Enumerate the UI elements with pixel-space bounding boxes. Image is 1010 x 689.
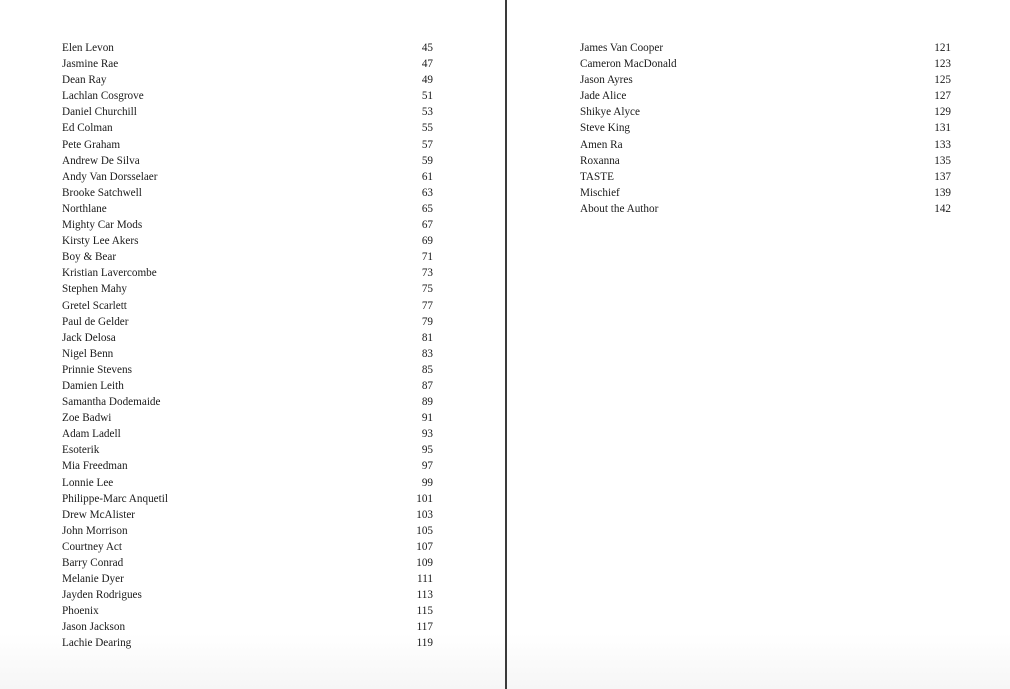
toc-entry-title: Jayden Rodrigues bbox=[62, 589, 142, 602]
toc-entry-page-number: 103 bbox=[416, 508, 433, 521]
toc-entry-title: James Van Cooper bbox=[580, 42, 664, 54]
toc-entry bbox=[62, 185, 433, 201]
toc-entry-page-number: 129 bbox=[934, 106, 951, 119]
toc-entry-title: Brooke Satchwell bbox=[62, 186, 142, 199]
toc-entry-page-number: 131 bbox=[934, 122, 951, 135]
toc-entry bbox=[62, 378, 433, 394]
toc-entry-title: Andy Van Dorsselaer bbox=[62, 170, 158, 183]
toc-entry bbox=[580, 153, 951, 169]
toc-entry-page-number: 83 bbox=[421, 347, 433, 360]
toc-entry-title: Kirsty Lee Akers bbox=[62, 235, 139, 248]
toc-entry-title: Roxanna bbox=[580, 154, 620, 167]
toc-entry-title: Lachlan Cosgrove bbox=[62, 90, 144, 103]
toc-entry bbox=[62, 555, 433, 571]
toc-entry bbox=[62, 281, 433, 297]
toc-entry-title: Steve King bbox=[580, 122, 631, 135]
toc-entry-title: Jason Ayres bbox=[580, 74, 633, 87]
toc-entry bbox=[62, 233, 433, 249]
toc-entry-page-number: 137 bbox=[934, 170, 951, 183]
toc-entry-page-number: 125 bbox=[934, 74, 951, 87]
toc-entry bbox=[62, 507, 433, 523]
toc-entry-page-number: 109 bbox=[416, 557, 433, 569]
toc-entry-title: Lachie Dearing bbox=[62, 637, 132, 650]
toc-entry-page-number: 139 bbox=[934, 186, 951, 199]
toc-entry-page-number: 77 bbox=[421, 299, 433, 312]
toc-entry-title: Kristian Lavercombe bbox=[62, 267, 157, 280]
toc-entry-title: Gretel Scarlett bbox=[62, 299, 127, 312]
toc-entry bbox=[62, 394, 433, 410]
toc-entry-page-number: 123 bbox=[934, 58, 951, 71]
toc-entry-page-number: 111 bbox=[417, 573, 433, 586]
toc-entry bbox=[62, 137, 433, 153]
toc-entry bbox=[62, 249, 433, 265]
toc-entry-title: Cameron MacDonald bbox=[580, 58, 677, 71]
toc-entry bbox=[580, 201, 951, 217]
toc-entry-page-number: 51 bbox=[421, 90, 433, 103]
toc-entry bbox=[62, 56, 433, 72]
toc-entry-title: Melanie Dyer bbox=[62, 573, 124, 586]
toc-entry-page-number: 87 bbox=[421, 379, 433, 392]
toc-entry bbox=[62, 523, 433, 539]
toc-entry-page-number: 135 bbox=[934, 154, 951, 167]
toc-entry-page-number: 113 bbox=[416, 589, 433, 602]
toc-entry bbox=[62, 635, 433, 651]
left-toc-list bbox=[62, 40, 433, 652]
toc-entry-page-number: 79 bbox=[421, 315, 433, 328]
toc-entry-title: Adam Ladell bbox=[62, 428, 121, 441]
toc-entry-title: Jasmine Rae bbox=[62, 58, 119, 71]
toc-entry-title: John Morrison bbox=[62, 524, 128, 537]
toc-entry bbox=[62, 88, 433, 104]
toc-entry-page-number: 49 bbox=[421, 74, 433, 87]
toc-entry bbox=[62, 619, 433, 635]
toc-entry-title: Northlane bbox=[62, 202, 107, 215]
toc-entry-page-number: 119 bbox=[416, 637, 433, 650]
toc-entry bbox=[62, 40, 433, 56]
toc-entry-title: Paul de Gelder bbox=[62, 315, 129, 328]
toc-entry-title: Jason Jackson bbox=[62, 621, 126, 634]
toc-entry bbox=[62, 298, 433, 314]
toc-entry-title: Mia Freedman bbox=[62, 460, 128, 473]
toc-entry bbox=[62, 603, 433, 619]
toc-entry bbox=[62, 426, 433, 442]
toc-entry-page-number: 53 bbox=[421, 106, 433, 119]
toc-entry bbox=[580, 72, 951, 88]
toc-entry-page-number: 115 bbox=[416, 605, 433, 618]
toc-entry-page-number: 57 bbox=[421, 138, 433, 151]
toc-entry bbox=[62, 72, 433, 88]
toc-entry bbox=[580, 185, 951, 201]
toc-entry bbox=[62, 265, 433, 281]
toc-entry bbox=[62, 362, 433, 378]
toc-entry-title: Amen Ra bbox=[580, 138, 623, 151]
toc-entry-page-number: 133 bbox=[934, 138, 951, 151]
toc-entry-title: Esoterik bbox=[62, 444, 100, 457]
toc-entry-page-number: 67 bbox=[421, 219, 433, 232]
toc-entry bbox=[580, 169, 951, 185]
toc-entry-page-number: 81 bbox=[421, 331, 433, 344]
toc-entry-page-number: 73 bbox=[421, 267, 433, 280]
toc-entry-title: Andrew De Silva bbox=[62, 154, 140, 167]
toc-entry-page-number: 127 bbox=[934, 90, 951, 103]
toc-entry bbox=[580, 120, 951, 136]
toc-entry bbox=[62, 475, 433, 491]
toc-entry-title: Barry Conrad bbox=[62, 557, 124, 569]
toc-entry bbox=[62, 410, 433, 426]
toc-entry-page-number: 85 bbox=[421, 363, 433, 376]
toc-entry bbox=[62, 169, 433, 185]
toc-entry-title: Lonnie Lee bbox=[62, 476, 114, 489]
toc-entry-title: Pete Graham bbox=[62, 138, 121, 151]
toc-entry-title: Philippe-Marc Anquetil bbox=[62, 492, 168, 505]
toc-entry-page-number: 59 bbox=[421, 154, 433, 167]
toc-entry-title: Elen Levon bbox=[62, 42, 114, 54]
toc-entry-page-number: 55 bbox=[421, 122, 433, 135]
toc-entry-page-number: 99 bbox=[421, 476, 433, 489]
toc-entry-page-number: 71 bbox=[421, 251, 433, 264]
toc-entry bbox=[580, 104, 951, 120]
toc-entry bbox=[62, 314, 433, 330]
toc-entry-title: Drew McAlister bbox=[62, 508, 136, 521]
toc-entry-page-number: 69 bbox=[421, 235, 433, 248]
toc-entry bbox=[62, 458, 433, 474]
right-page bbox=[507, 0, 1010, 689]
toc-entry-page-number: 107 bbox=[416, 540, 433, 553]
toc-entry-page-number: 142 bbox=[934, 202, 951, 215]
toc-entry-page-number: 45 bbox=[421, 42, 433, 54]
toc-entry-title: Mischief bbox=[580, 186, 620, 199]
toc-entry-title: Prinnie Stevens bbox=[62, 363, 132, 376]
toc-entry-title: Mighty Car Mods bbox=[62, 219, 143, 232]
toc-entry-title: Shikye Alyce bbox=[580, 106, 640, 119]
toc-entry-page-number: 91 bbox=[421, 412, 433, 425]
toc-entry bbox=[580, 137, 951, 153]
toc-entry-page-number: 95 bbox=[421, 444, 433, 457]
toc-entry-title: Damien Leith bbox=[62, 379, 124, 392]
toc-entry bbox=[62, 346, 433, 362]
toc-entry-title: Samantha Dodemaide bbox=[62, 396, 161, 409]
toc-entry-title: Boy & Bear bbox=[62, 251, 117, 264]
toc-entry-title: Dean Ray bbox=[62, 74, 107, 87]
toc-entry bbox=[62, 104, 433, 120]
toc-entry bbox=[580, 40, 951, 56]
toc-entry-page-number: 97 bbox=[421, 460, 433, 473]
toc-entry-page-number: 105 bbox=[416, 524, 433, 537]
toc-entry bbox=[62, 571, 433, 587]
toc-entry-page-number: 63 bbox=[421, 186, 433, 199]
toc-entry bbox=[62, 153, 433, 169]
toc-entry-title: About the Author bbox=[580, 202, 659, 215]
toc-entry bbox=[62, 587, 433, 603]
toc-entry-page-number: 65 bbox=[421, 202, 433, 215]
toc-entry bbox=[580, 56, 951, 72]
toc-entry-page-number: 89 bbox=[421, 396, 433, 409]
right-toc-list bbox=[580, 40, 951, 217]
toc-entry-page-number: 47 bbox=[421, 58, 433, 71]
toc-entry-title: Nigel Benn bbox=[62, 347, 114, 360]
toc-entry bbox=[62, 120, 433, 136]
toc-entry-page-number: 61 bbox=[421, 170, 433, 183]
toc-entry-page-number: 117 bbox=[416, 621, 433, 634]
toc-entry bbox=[62, 201, 433, 217]
toc-entry-title: Ed Colman bbox=[62, 122, 113, 135]
toc-entry-title: Courtney Act bbox=[62, 540, 122, 553]
toc-entry-title: Jack Delosa bbox=[62, 331, 116, 344]
toc-entry bbox=[62, 491, 433, 507]
toc-entry-title: Daniel Churchill bbox=[62, 106, 137, 119]
toc-entry-page-number: 93 bbox=[421, 428, 433, 441]
toc-entry bbox=[580, 88, 951, 104]
toc-entry-title: Stephen Mahy bbox=[62, 283, 127, 296]
toc-entry-page-number: 121 bbox=[934, 42, 951, 54]
toc-entry-title: TASTE bbox=[580, 170, 614, 183]
toc-entry-page-number: 101 bbox=[416, 492, 433, 505]
toc-entry-title: Zoe Badwi bbox=[62, 412, 112, 425]
toc-entry-title: Jade Alice bbox=[580, 90, 627, 103]
toc-entry-page-number: 75 bbox=[421, 283, 433, 296]
toc-entry-title: Phoenix bbox=[62, 605, 99, 618]
toc-entry bbox=[62, 330, 433, 346]
toc-entry bbox=[62, 539, 433, 555]
toc-entry bbox=[62, 442, 433, 458]
toc-entry bbox=[62, 217, 433, 233]
